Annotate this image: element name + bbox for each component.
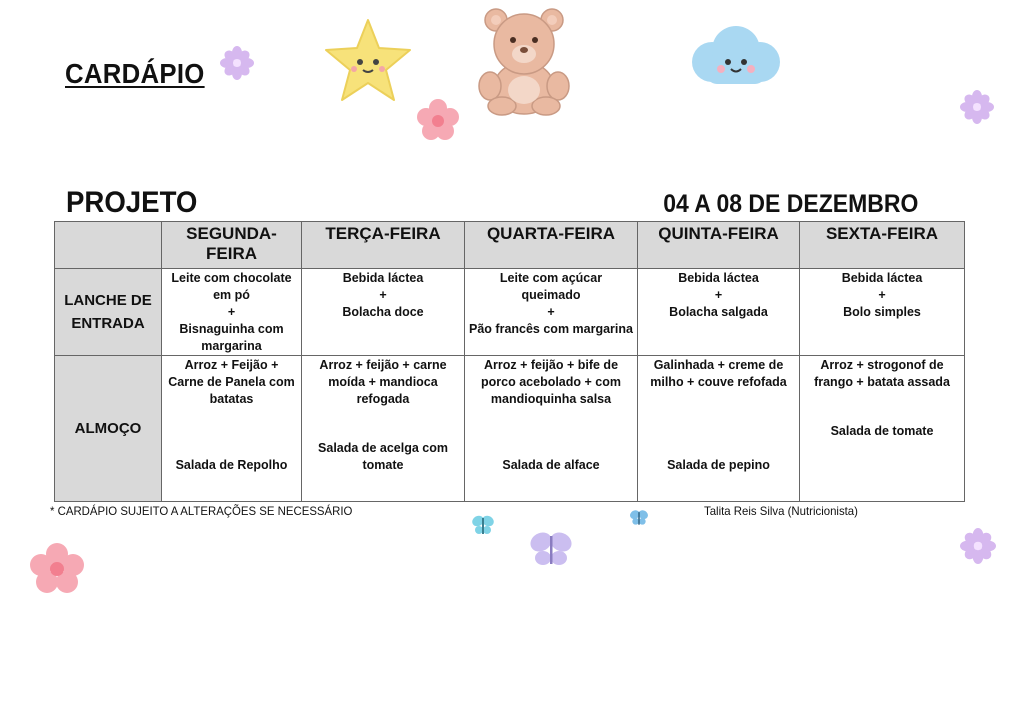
menu-line: Bolacha salgada — [669, 305, 768, 319]
menu-line: Pão francês com margarina — [469, 322, 633, 336]
lanche-terca — [302, 269, 465, 356]
table-row-almoco — [55, 356, 965, 502]
lanche-sexta — [800, 269, 965, 356]
date-range: 04 A 08 DE DEZEMBRO — [662, 190, 918, 218]
flower-icon — [416, 98, 460, 142]
teddy-bear-icon — [476, 6, 572, 116]
menu-line: Bolacha doce — [342, 305, 424, 319]
menu-main-dish: Arroz + Feijão + Carne de Panela com batatas — [168, 358, 295, 406]
lanche-quarta — [465, 269, 638, 356]
table-header-row — [55, 222, 965, 269]
almoco-segunda — [162, 356, 302, 502]
nutritionist-signature: Talita Reis Silva (Nutricionista) — [704, 504, 858, 518]
butterfly-icon — [528, 528, 574, 572]
menu-salad: Salada de Repolho — [175, 458, 288, 472]
menu-line: Bebida láctea — [841, 271, 923, 285]
day-header-terca: TERÇA-FEIRA — [302, 222, 465, 269]
almoco-terca — [302, 356, 465, 502]
menu-line: + — [227, 305, 236, 319]
row-label-almoco: ALMOÇO — [55, 356, 162, 502]
disclaimer-note: * CARDÁPIO SUJEITO A ALTERAÇÕES SE NECESSÁRIO — [50, 504, 353, 518]
corner-cell — [55, 222, 162, 269]
menu-line: + — [714, 288, 723, 302]
star-icon — [322, 16, 414, 104]
menu-salad: Salada de acelga com tomate — [318, 441, 448, 472]
almoco-quinta — [638, 356, 800, 502]
menu-main-dish: Arroz + strogonof de frango + batata assada — [814, 358, 950, 389]
menu-table — [54, 221, 965, 502]
lanche-quinta — [638, 269, 800, 356]
flower-icon — [220, 46, 254, 80]
menu-main-dish: Arroz + feijão + carne moída + mandioca refogada — [319, 358, 447, 406]
menu-salad: Salada de pepino — [667, 458, 770, 472]
menu-main-dish: Galinhada + creme de milho + couve refofada — [650, 358, 787, 389]
row-label-line: LANCHE DE — [64, 292, 152, 309]
menu-line: + — [878, 288, 886, 302]
menu-salad: Salada de alface — [502, 458, 600, 472]
butterfly-icon — [470, 512, 496, 538]
day-header-segunda: SEGUNDA-FEIRA — [162, 222, 302, 269]
day-header-sexta: SEXTA-FEIRA — [800, 222, 965, 269]
menu-line: Bisnaguinha com margarina — [179, 322, 284, 353]
row-label-line: ENTRADA — [71, 315, 145, 332]
menu-line: Bolo simples — [843, 305, 921, 319]
menu-main-dish: Arroz + feijão + bife de porco acebolado + com mandioquinha salsa — [481, 358, 621, 406]
row-label-lanche — [55, 269, 162, 356]
butterfly-icon — [628, 508, 650, 528]
flower-icon — [960, 90, 994, 124]
menu-line: Leite com chocolate em pó — [171, 271, 292, 302]
day-header-quarta: QUARTA-FEIRA — [465, 222, 638, 269]
flower-icon — [960, 528, 996, 564]
menu-line: + — [379, 288, 387, 302]
table-row-lanche — [55, 269, 965, 356]
page-title: CARDÁPIO — [65, 58, 205, 89]
project-label: PROJETO — [66, 186, 198, 219]
day-header-quinta: QUINTA-FEIRA — [638, 222, 800, 269]
menu-line: + — [547, 305, 555, 319]
menu-salad: Salada de tomate — [830, 424, 934, 438]
almoco-sexta — [800, 356, 965, 502]
menu-line: Bebida láctea — [678, 271, 759, 285]
menu-line: Bebida láctea — [342, 271, 424, 285]
menu-line: Leite com açúcar queimado — [499, 271, 603, 302]
almoco-quarta — [465, 356, 638, 502]
lanche-segunda — [162, 269, 302, 356]
flower-icon — [28, 542, 86, 594]
cloud-icon — [686, 22, 782, 94]
